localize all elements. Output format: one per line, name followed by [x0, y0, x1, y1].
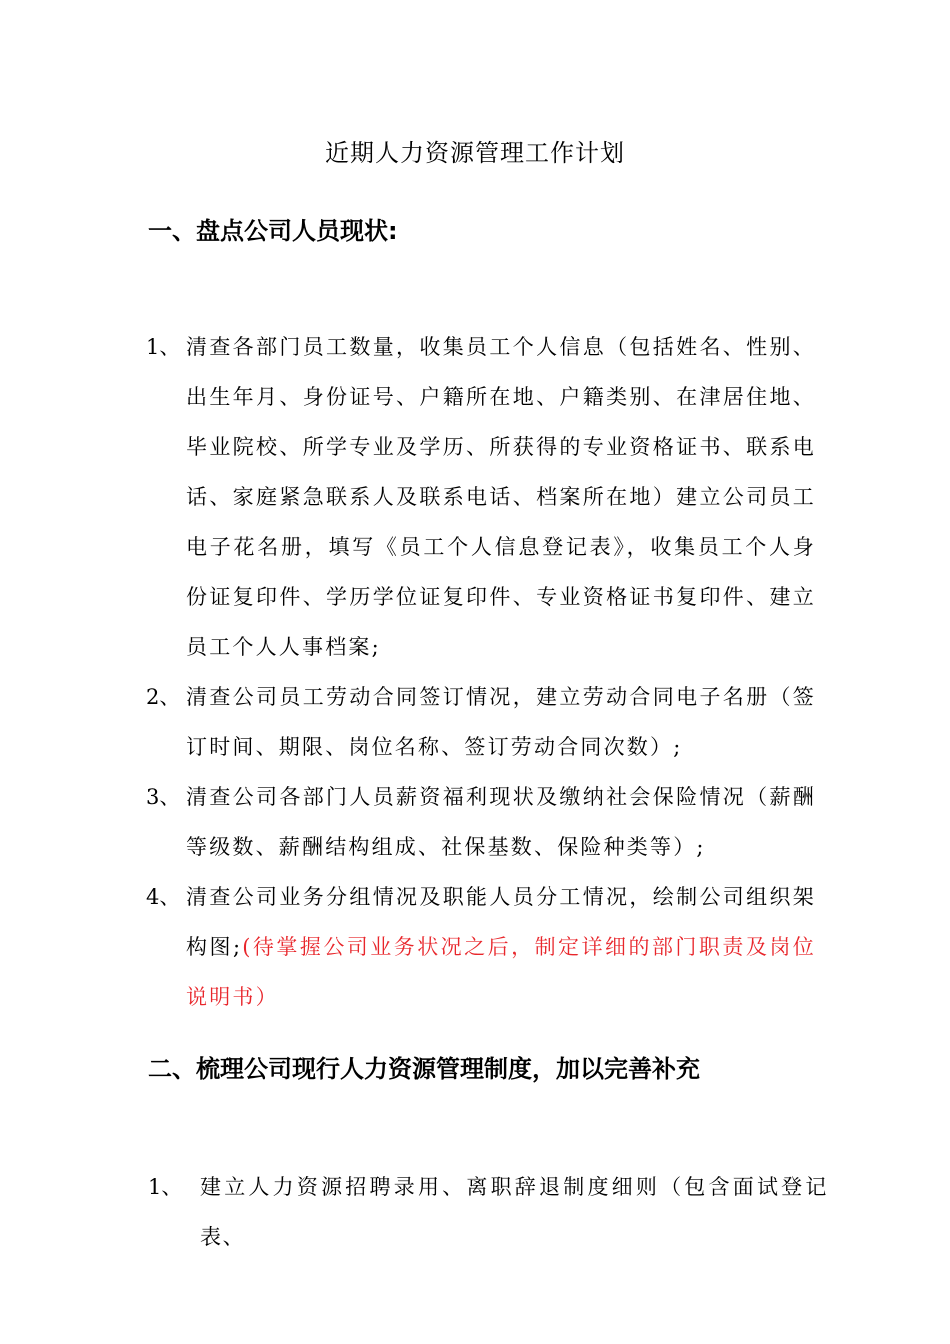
list-item [146, 872, 816, 1022]
list-item [148, 1162, 828, 1262]
list-item [146, 322, 816, 672]
item-text: 清查各部门员工数量，收集员工个人信息（包括姓名、性别、出生年月、身份证号、户籍所在地、户籍类别、在津居住地、毕业院校、所学专业及学历、所获得的专业资格证书、联系电话、家庭紧急联系人及联系电话、档案所在地）建立公司员工电子花名册，填写《员工个人信息登记表》，收集员工个人身份证复印件、学历学位证复印件、专业资格证书复印件、建立员工个人人事档案; [186, 335, 816, 659]
list-item [146, 672, 816, 772]
section-2-list [148, 1162, 828, 1262]
item-number: 1、 [148, 1175, 183, 1199]
item-number: 4、 [146, 885, 181, 909]
section-heading-1: 一、盘点公司人员现状: [148, 217, 398, 245]
section-1-list [146, 322, 816, 1022]
item-text: 清查公司员工劳动合同签订情况，建立劳动合同电子名册（签订时间、期限、岗位名称、签订劳动合同次数）; [186, 685, 816, 759]
item-number: 1、 [146, 335, 181, 359]
item-number: 3、 [146, 785, 181, 809]
item-text: 清查公司业务分组情况及职能人员分工情况，绘制公司组织架构图; [186, 885, 816, 959]
list-item [146, 772, 816, 872]
item-number: 2、 [146, 685, 181, 709]
item-text: 清查公司各部门人员薪资福利现状及缴纳社会保险情况（薪酬等级数、薪酬结构组成、社保基数、保险种类等）; [186, 785, 816, 859]
item-text: 建立人力资源招聘录用、离职辞退制度细则（包含面试登记表、 [200, 1175, 828, 1249]
item-note: (待掌握公司业务状况之后，制定详细的部门职责及岗位说明书） [186, 935, 816, 1009]
section-heading-2: 二、梳理公司现行人力资源管理制度，加以完善补充 [148, 1055, 700, 1083]
document-title: 近期人力资源管理工作计划 [325, 139, 625, 167]
